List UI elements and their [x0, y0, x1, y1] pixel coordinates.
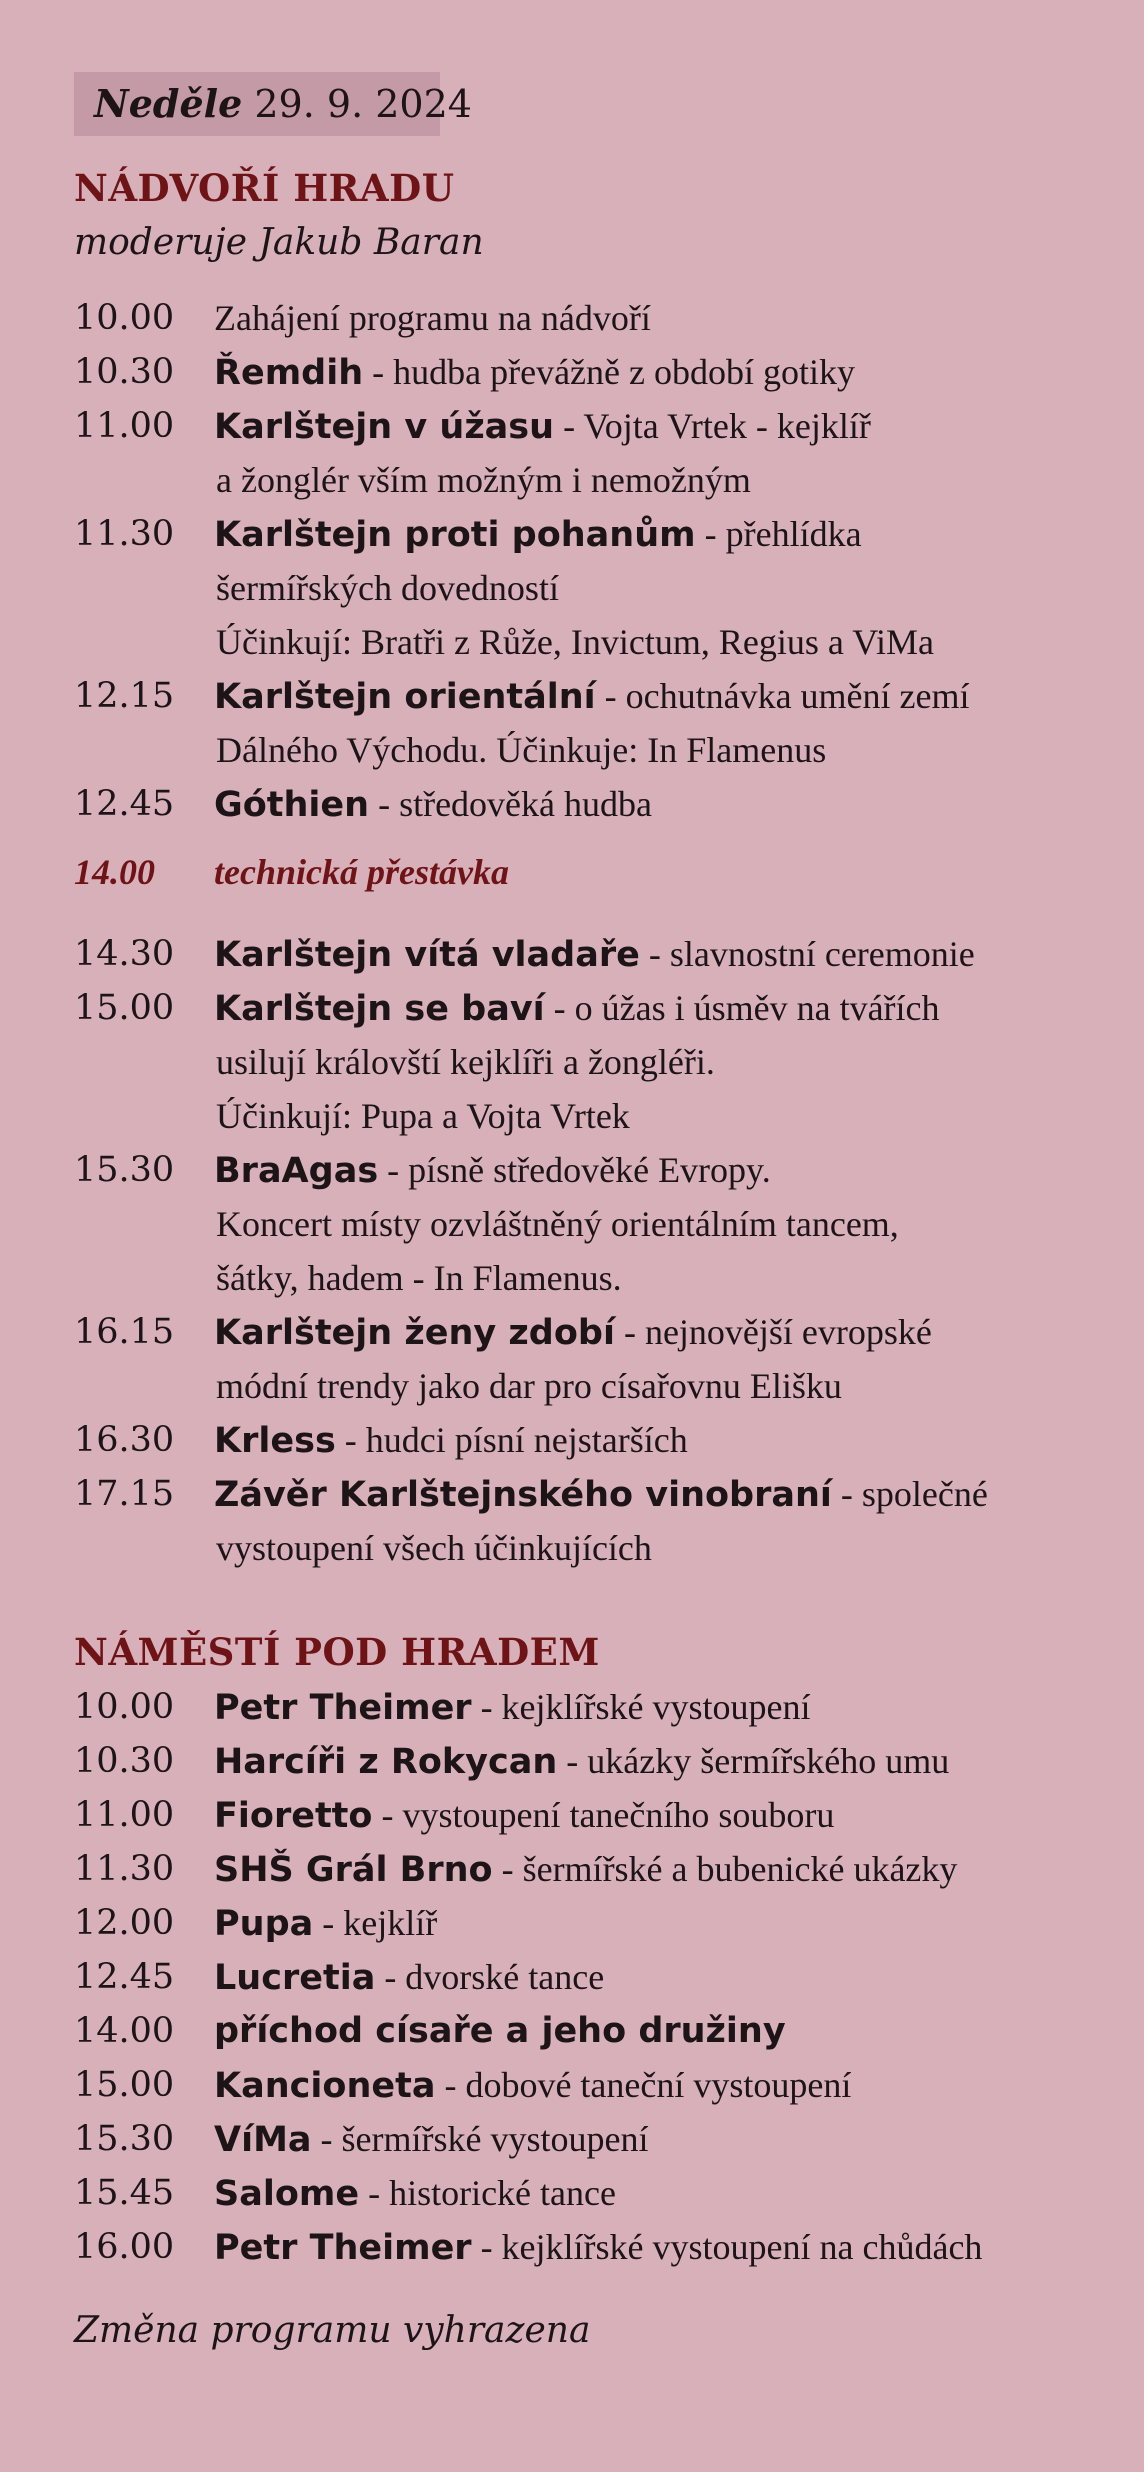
entry-line [74, 1680, 1134, 1734]
entry-title: Krless [214, 1421, 336, 1461]
entry-continuation-text: módní trendy jako dar pro císařovnu Elišku [216, 1366, 842, 1406]
entry-title: Karlštejn v úžasu [214, 407, 555, 447]
entry-time: 15.30 [74, 1150, 175, 1190]
entry-title: Závěr Karlštejnského vinobraní [214, 1475, 832, 1515]
entry-line [74, 1788, 1134, 1842]
entry-description: - Vojta Vrtek - kejklíř [554, 406, 871, 446]
entry-continuation [74, 615, 1134, 669]
entry-time: 15.00 [74, 988, 175, 1028]
entry-line [74, 927, 1134, 981]
entry-text [214, 1950, 604, 2005]
entry-time: 10.30 [74, 1741, 175, 1781]
schedule-break [74, 845, 1134, 899]
entry-time: 12.45 [74, 1957, 175, 1997]
schedule-entry [74, 345, 1134, 399]
entry-time: 15.45 [74, 2173, 175, 2213]
entry-title: SHŠ Grál Brno [214, 1850, 493, 1890]
date-day: Neděle [94, 81, 243, 126]
schedule-entry [74, 1734, 1134, 1788]
schedule-entry [74, 1842, 1134, 1896]
entry-text [214, 2058, 851, 2113]
entry-time: 14.00 [74, 2011, 175, 2051]
entry-time: 14.00 [74, 852, 155, 892]
entry-line [74, 345, 1134, 399]
entry-continuation [74, 561, 1134, 615]
schedule-entry [74, 1305, 1134, 1413]
schedule-entry [74, 1413, 1134, 1467]
entry-title: Karlštejn ženy zdobí [214, 1313, 615, 1353]
entry-title: VíMa [214, 2120, 312, 2160]
date-value: 29. 9. 2024 [254, 82, 472, 126]
entry-continuation [74, 1035, 1134, 1089]
entry-line [74, 507, 1134, 561]
entry-time: 11.30 [74, 514, 175, 554]
entry-description: - šermířské vystoupení [311, 2119, 649, 2159]
entry-description: - kejklířské vystoupení [471, 1687, 811, 1727]
entry-time: 12.45 [74, 784, 175, 824]
schedule-entry [74, 981, 1134, 1143]
entry-line [74, 2004, 1134, 2058]
entry-time: 10.00 [74, 1687, 175, 1727]
entry-continuation-text: šermířských dovedností [216, 568, 559, 608]
entry-text [214, 2220, 982, 2275]
entry-time: 16.00 [74, 2227, 175, 2267]
entry-text [214, 2112, 648, 2167]
entry-title: Petr Theimer [214, 2228, 472, 2268]
entry-text [214, 1467, 988, 1522]
footer-note: Změna programu vyhrazena [74, 2310, 591, 2351]
entry-continuation [74, 1089, 1134, 1143]
entry-title: Řemdih [214, 353, 364, 393]
section-subtitle-courtyard: moderuje Jakub Baran [74, 222, 484, 263]
entry-description: - ukázky šermířského umu [557, 1741, 950, 1781]
schedule-entry [74, 291, 1134, 345]
entry-text [214, 981, 940, 1036]
entry-line [74, 777, 1134, 831]
schedule-entry [74, 1788, 1134, 1842]
entry-text [214, 2166, 616, 2221]
entry-description: - slavnostní ceremonie [639, 934, 975, 974]
entry-line [74, 845, 1134, 899]
entry-time: 16.30 [74, 1420, 175, 1460]
entry-title: Karlštejn proti pohanům [214, 515, 696, 555]
entry-description: - o úžas i úsměv na tvářích [544, 988, 940, 1028]
entry-continuation-text: usilují královští kejklíři a žongléři. [216, 1042, 715, 1082]
entry-title: BraAgas [214, 1151, 379, 1191]
entry-description: - hudci písní nejstarších [335, 1420, 688, 1460]
entry-description: - písně středověké Evropy. [378, 1150, 771, 1190]
entry-continuation [74, 453, 1134, 507]
entry-continuation-text: Účinkují: Pupa a Vojta Vrtek [216, 1096, 630, 1136]
schedule-entry [74, 1680, 1134, 1734]
entry-description: - společné [831, 1474, 988, 1514]
entry-text [214, 1842, 957, 1897]
entry-continuation-text: Koncert místy ozvláštněný orientálním tancem, [216, 1204, 899, 1244]
entry-description: - dvorské tance [375, 1957, 605, 1997]
entry-title: Karlštejn vítá vladaře [214, 935, 640, 975]
entry-description: - dobové taneční vystoupení [435, 2065, 852, 2105]
entry-time: 15.30 [74, 2119, 175, 2159]
entry-line [74, 1305, 1134, 1359]
entry-text [214, 1680, 811, 1735]
entry-line [74, 981, 1134, 1035]
entry-continuation-text: vystoupení všech účinkujících [216, 1528, 652, 1568]
entry-description: - kejklířské vystoupení na chůdách [471, 2227, 983, 2267]
entry-title: Lucretia [214, 1958, 376, 1998]
entry-line [74, 1842, 1134, 1896]
entry-time: 17.15 [74, 1474, 175, 1514]
schedule-entry [74, 669, 1134, 777]
schedule-entry [74, 777, 1134, 831]
entry-text [214, 669, 970, 724]
entry-time: 10.30 [74, 352, 175, 392]
entry-text [214, 2004, 786, 2058]
schedule-entry [74, 1896, 1134, 1950]
entry-title: Petr Theimer [214, 1688, 472, 1728]
entry-line [74, 1143, 1134, 1197]
entry-continuation-text: šátky, hadem - In Flamenus. [216, 1258, 622, 1298]
entry-time: 11.00 [74, 1795, 175, 1835]
entry-title: Fioretto [214, 1796, 373, 1836]
entry-description: - přehlídka [695, 514, 862, 554]
entry-text [214, 291, 651, 346]
entry-time: 11.00 [74, 406, 175, 446]
entry-time: 12.15 [74, 676, 175, 716]
entry-time: 12.00 [74, 1903, 175, 1943]
entry-continuation-text: a žonglér vším možným i nemožným [216, 460, 751, 500]
entry-continuation-text: Dálného Východu. Účinkuje: In Flamenus [216, 730, 827, 770]
entry-text [214, 399, 871, 454]
entry-continuation [74, 1251, 1134, 1305]
entry-line [74, 1950, 1134, 2004]
entry-line [74, 1896, 1134, 1950]
entry-time: 16.15 [74, 1312, 175, 1352]
entry-line [74, 2220, 1134, 2274]
entry-continuation [74, 1197, 1134, 1251]
schedule-entry [74, 2112, 1134, 2166]
entry-line [74, 399, 1134, 453]
entry-title: příchod císaře a jeho družiny [214, 2011, 786, 2051]
entry-line [74, 291, 1134, 345]
entry-description: - nejnovější evropské [614, 1312, 932, 1352]
schedule-entry [74, 2058, 1134, 2112]
entry-time: 15.00 [74, 2065, 175, 2105]
schedule-entry [74, 2166, 1134, 2220]
entry-line [74, 2166, 1134, 2220]
entry-text [214, 845, 509, 899]
entry-description: - ochutnávka umění zemí [595, 676, 970, 716]
entry-description: - středověká hudba [369, 784, 652, 824]
entry-continuation [74, 1521, 1134, 1575]
entry-description: - kejklíř [313, 1903, 438, 1943]
entry-line [74, 669, 1134, 723]
entry-text [214, 777, 652, 832]
entry-text [214, 507, 862, 562]
section-title-courtyard: NÁDVOŘÍ HRADU [74, 166, 455, 210]
entry-time: 10.00 [74, 298, 175, 338]
entry-continuation [74, 1359, 1134, 1413]
entry-description: - vystoupení tanečního souboru [372, 1795, 835, 1835]
entry-title: Salome [214, 2174, 360, 2214]
entry-text [214, 345, 855, 400]
entry-description: - šermířské a bubenické ukázky [492, 1849, 958, 1889]
schedule-entry [74, 2004, 1134, 2058]
schedule-entry [74, 2220, 1134, 2274]
entry-continuation-text: Účinkují: Bratři z Růže, Invictum, Regius a ViMa [216, 622, 935, 662]
schedule-entry [74, 927, 1134, 981]
section-title-square: NÁMĚSTÍ POD HRADEM [74, 1630, 600, 1674]
entry-time: 14.30 [74, 934, 175, 974]
entry-description: technická přestávka [214, 852, 509, 892]
entry-text [214, 927, 975, 982]
entry-title: Kancioneta [214, 2066, 436, 2106]
schedule-entry [74, 1143, 1134, 1305]
entry-text [214, 1896, 437, 1951]
entry-line [74, 1467, 1134, 1521]
entry-title: Góthien [214, 785, 370, 825]
entry-text [214, 1734, 949, 1789]
entry-title: Pupa [214, 1904, 314, 1944]
entry-title: Karlštejn se baví [214, 989, 545, 1029]
entry-description: - hudba převážně z období gotiky [363, 352, 855, 392]
entry-description: Zahájení programu na nádvoří [214, 298, 651, 338]
entry-text [214, 1143, 771, 1198]
entry-description: - historické tance [359, 2173, 616, 2213]
entry-time: 11.30 [74, 1849, 175, 1889]
schedule-entry [74, 507, 1134, 669]
entry-title: Karlštejn orientální [214, 677, 596, 717]
date-badge [74, 72, 472, 136]
entry-text [214, 1413, 688, 1468]
entry-line [74, 2058, 1134, 2112]
schedule-entry [74, 1467, 1134, 1575]
entry-text [214, 1788, 834, 1843]
entry-line [74, 1734, 1134, 1788]
entry-title: Harcíři z Rokycan [214, 1742, 558, 1782]
entry-continuation [74, 723, 1134, 777]
schedule-entry [74, 399, 1134, 507]
entry-line [74, 1413, 1134, 1467]
entry-text [214, 1305, 932, 1360]
schedule-entry [74, 1950, 1134, 2004]
entry-line [74, 2112, 1134, 2166]
